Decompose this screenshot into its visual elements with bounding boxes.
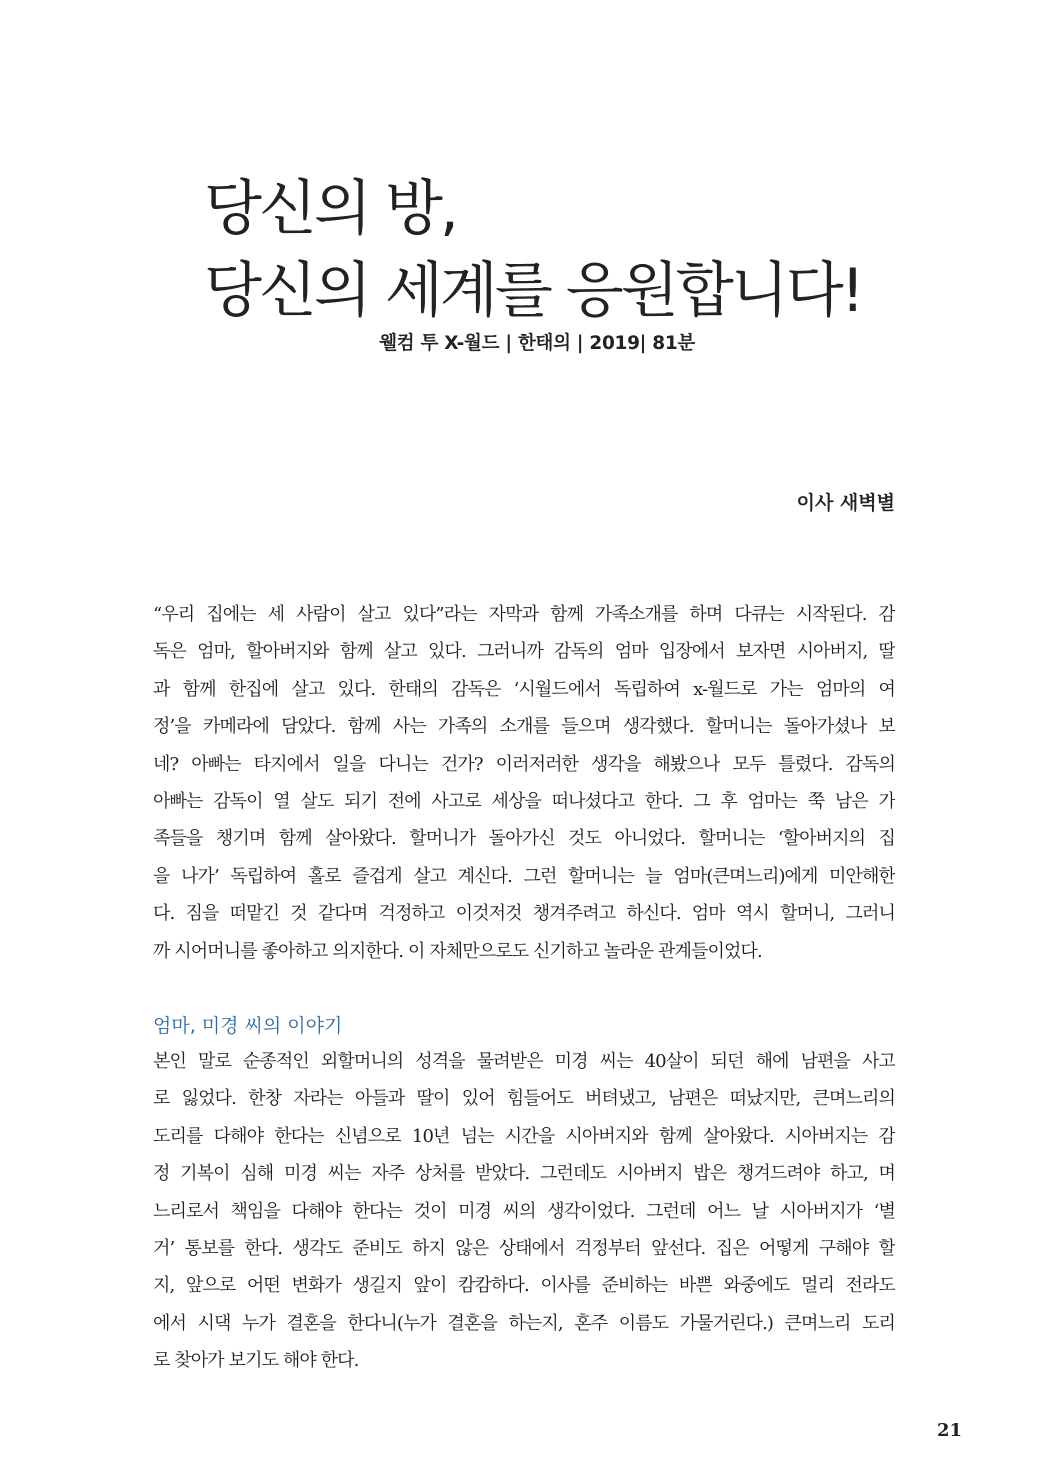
paragraph-line: 을 나가’ 독립하여 홀로 즐겁게 살고 계신다. 그런 할머니는 늘 엄마(큰며느리)에게 미안해한: [153, 865, 895, 887]
paragraph-line: 정 기복이 심해 미경 씨는 자주 상처를 받았다. 그런데도 시아버지 밥은 챙겨드려야 하고, 며: [153, 1163, 895, 1185]
title-line-2: 당신의 세계를 응원합니다!: [204, 256, 862, 326]
paragraph-line: 로 찾아가 보기도 해야 한다.: [153, 1350, 359, 1372]
paragraph-line: 로 잃었다. 한창 자라는 아들과 딸이 있어 힘들어도 버텨냈고, 남편은 떠났지만, 큰며느리의: [153, 1088, 895, 1110]
paragraph-line: 과 함께 한집에 살고 있다. 한태의 감독은 ‘시월드에서 독립하여 x-월드로 가는 엄마의 여: [153, 678, 895, 700]
paragraph-line: 정’을 카메라에 담았다. 함께 사는 가족의 소개를 들으며 생각했다. 할머니는 돌아가셨나 보: [153, 716, 895, 738]
paragraph-line: 네? 아빠는 타지에서 일을 다니는 건가? 이러저러한 생각을 해봤으나 모두 틀렸다. 감독의: [153, 753, 895, 775]
page-number: 21: [936, 1420, 962, 1441]
paragraph-line: 본인 말로 순종적인 외할머니의 성격을 물려받은 미경 씨는 40살이 되던 해에 남편을 사고: [153, 1051, 895, 1072]
paragraph-line: 도리를 다해야 한다는 신념으로 10년 넘는 시간을 시아버지와 함께 살아왔다. 시아버지는 감: [153, 1125, 895, 1147]
film-info: 웰컴 투 X-월드 | 한태의 | 2019| 81분: [379, 333, 695, 354]
title-line-1: 당신의 방,: [204, 174, 456, 244]
paragraph-line: 다. 짐을 떠맡긴 것 같다며 걱정하고 이것저것 챙겨주려고 하신다. 엄마 역시 할머니, 그러니: [153, 903, 895, 925]
paragraph-line: 지, 앞으로 어떤 변화가 생길지 앞이 캄캄하다. 이사를 준비하는 바쁜 와중에도 멀리 전라도: [153, 1275, 895, 1297]
paragraph-line: 에서 시댁 누가 결혼을 한다니(누가 결혼을 하는지, 혼주 이름도 가물거린다.) 큰며느리 도리: [153, 1312, 895, 1334]
paragraph-line: 느리로서 책임을 다해야 한다는 것이 미경 씨의 생각이었다. 그런데 어느 날 시아버지가 ‘별: [153, 1200, 895, 1222]
intro-paragraph: [153, 596, 895, 970]
section-heading: 엄마, 미경 씨의 이야기: [153, 1015, 343, 1037]
paragraph-line: 독은 엄마, 할아버지와 함께 살고 있다. 그러니까 감독의 엄마 입장에서 보자면 시아버지, 딸: [153, 641, 895, 663]
article-title: [204, 168, 862, 332]
section-paragraph: [153, 1043, 895, 1380]
paragraph-line: 족들을 챙기며 함께 살아왔다. 할머니가 돌아가신 것도 아니었다. 할머니는 ‘할아버지의 집: [153, 828, 895, 850]
paragraph-line: 아빠는 감독이 열 살도 되기 전에 사고로 세상을 떠나셨다고 한다. 그 후 엄마는 쭉 남은 가: [153, 790, 895, 812]
paragraph-line: 거’ 통보를 한다. 생각도 준비도 하지 않은 상태에서 걱정부터 앞선다. 집은 어떻게 구해야 할: [153, 1237, 895, 1259]
paragraph-line: “우리 집에는 세 사람이 살고 있다”라는 자막과 함께 가족소개를 하며 다큐는 시작된다. 감: [153, 604, 895, 625]
author-byline: 이사 새벽별: [796, 492, 895, 514]
paragraph-line: 까 시어머니를 좋아하고 의지한다. 이 자체만으로도 신기하고 놀라운 관계들이었다.: [153, 940, 762, 962]
